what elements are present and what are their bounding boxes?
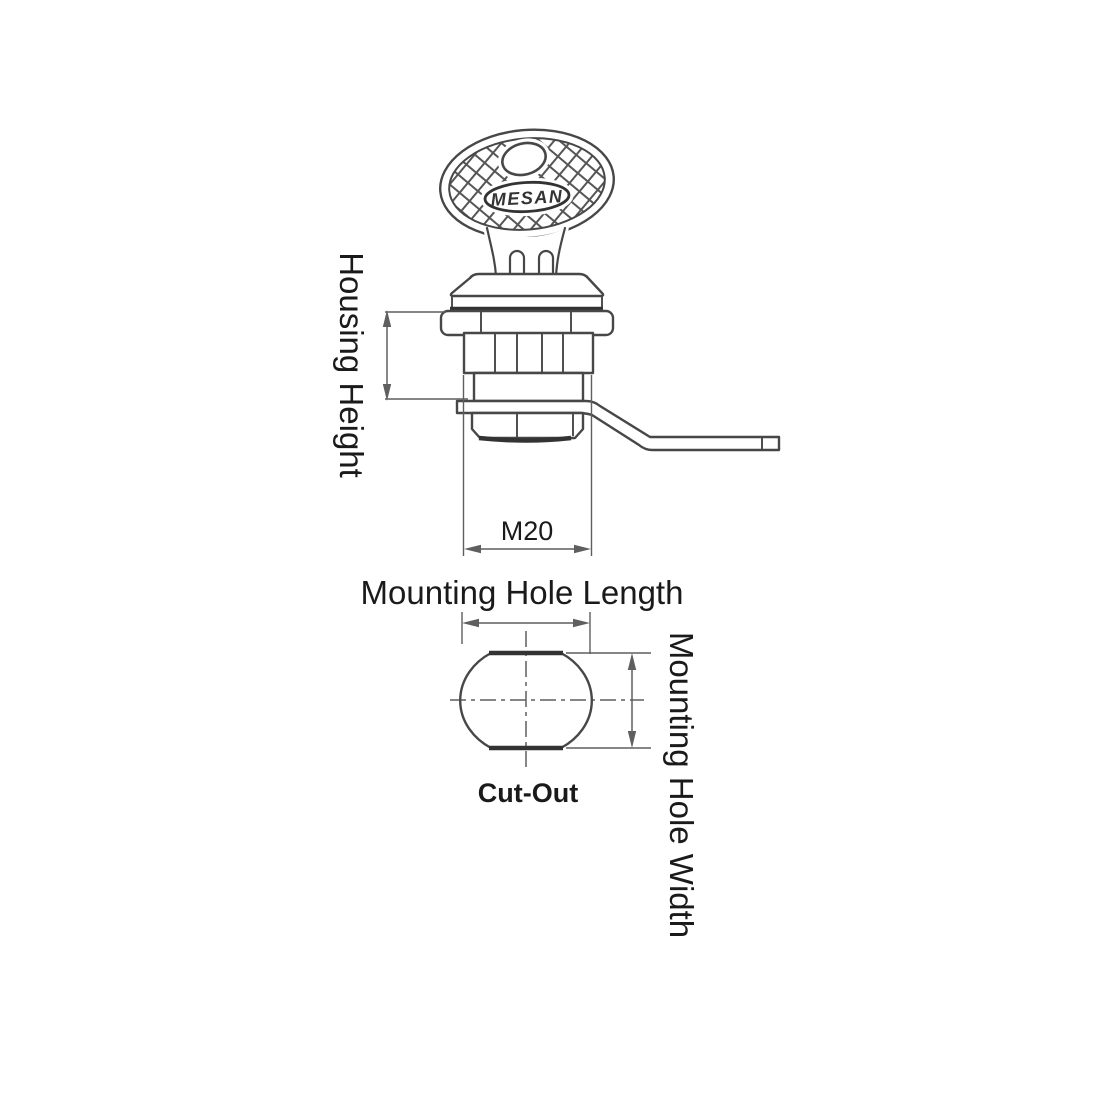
m20-arrow-left [464,545,481,553]
cutout-view [450,631,644,808]
lock-cap [451,274,603,296]
lock-body [441,274,779,450]
bottom-nut-shadow [479,438,571,441]
m20-label: M20 [500,516,554,546]
cutout-shape [460,653,592,748]
threaded-cylinder [464,333,593,373]
lock-flange-sides [452,296,602,308]
dim-housing-height [333,252,468,478]
mounting-hole-length-label: Mounting Hole Length [360,574,684,611]
mounting-hole-width-label: Mounting Hole Width [663,631,700,939]
cutout-label: Cut-Out [477,778,579,808]
bottom-nut [472,413,583,438]
wing-key [436,123,619,278]
hex-nut [441,311,613,335]
mounting-hole-length-arrow-right [573,619,590,627]
brand-text: MESAN [490,186,564,210]
mounting-hole-width-arrow-down [628,731,636,748]
mounting-hole-width-arrow-up [628,653,636,670]
housing-height-label: Housing Height [333,252,370,478]
dim-mounting-hole-length [361,574,684,654]
mounting-hole-length-arrow-left [462,619,479,627]
lock-ring [474,373,583,401]
m20-arrow-right [574,545,591,553]
